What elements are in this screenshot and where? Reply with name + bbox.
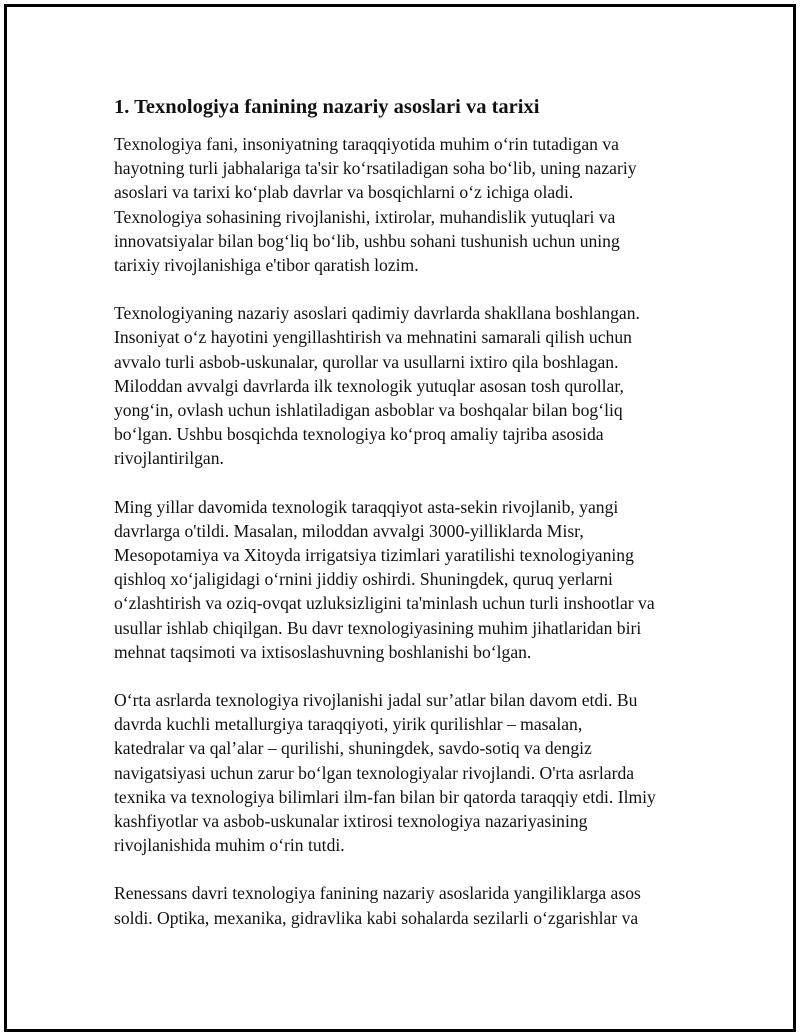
text-line: katedralar va qal’alar – qurilishi, shuningdek, savdo-sotiq va dengiz xyxy=(114,738,592,759)
paragraph-3 xyxy=(114,495,694,664)
text-line: hayotning turli jabhalariga ta'sir koʻrsatiladigan soha boʻlib, uning nazariy xyxy=(114,158,637,179)
text-line: yongʻin, ovlash uchun ishlatiladigan asboblar va boshqalar bilan bogʻliq xyxy=(114,400,623,421)
paragraph-2 xyxy=(114,301,694,470)
text-line: soldi. Optika, mexanika, gidravlika kabi sohalarda sezilarli oʻzgarishlar va xyxy=(114,907,639,928)
text-line: Texnologiya sohasining rivojlanishi, ixtirolar, muhandislik yutuqlari va xyxy=(114,206,616,227)
text-line: usullar ishlab chiqilgan. Bu davr texnologiyasining muhim jihatlaridan biri xyxy=(114,617,642,638)
text-line: Miloddan avvalgi davrlarda ilk texnologik yutuqlar asosan tosh qurollar, xyxy=(114,375,624,396)
text-line: Texnologiya fani, insoniyatning taraqqiyotida muhim oʻrin tutadigan va xyxy=(114,134,619,154)
text-line: davrda kuchli metallurgiya taraqqiyoti, yirik qurilishlar – masalan, xyxy=(114,714,583,735)
text-line: oʻzlashtirish va oziq-ovqat uzluksizligini ta'minlash uchun turli inshootlar va xyxy=(114,593,655,614)
text-line: rivojlanishida muhim oʻrin tutdi. xyxy=(114,835,345,856)
text-line: mehnat taqsimoti va ixtisoslashuvning boshlanishi boʻlgan. xyxy=(114,641,532,662)
text-line: Oʻrta asrlarda texnologiya rivojlanishi jadal sur’atlar bilan davom etdi. Bu xyxy=(114,690,638,711)
text-line: kashfiyotlar va asbob-uskunalar ixtirosi texnologiya nazariyasining xyxy=(114,811,588,832)
text-line: Mesopotamiya va Xitoyda irrigatsiya tizimlari yaratilishi texnologiyaning xyxy=(114,545,634,566)
text-line: texnika va texnologiya bilimlari ilm-fan bilan bir qatorda taraqqiy etdi. Ilmiy xyxy=(114,786,656,807)
text-line: rivojlantirilgan. xyxy=(114,448,224,469)
document-body xyxy=(114,94,694,954)
paragraph-1 xyxy=(114,132,694,277)
text-line: qishloq xoʻjaligidagi oʻrnini jiddiy oshirdi. Shuningdek, quruq yerlarni xyxy=(114,569,613,590)
paragraph-5 xyxy=(114,881,694,929)
text-line: Texnologiyaning nazariy asoslari qadimiy davrlarda shakllana boshlangan. xyxy=(114,303,640,324)
text-line: innovatsiyalar bilan bogʻliq boʻlib, ushbu sohani tushunish uchun uning xyxy=(114,230,620,251)
text-line: Renessans davri texnologiya fanining nazariy asoslarida yangiliklarga asos xyxy=(114,883,641,904)
text-line: avvalo turli asbob-uskunalar, qurollar va usullarni ixtiro qila boshlagan. xyxy=(114,351,619,372)
text-line: navigatsiyasi uchun zarur boʻlgan texnologiyalar rivojlandi. O'rta asrlarda xyxy=(114,762,635,783)
text-line: tarixiy rivojlanishiga e'tibor qaratish lozim. xyxy=(114,255,419,276)
text-line: boʻlgan. Ushbu bosqichda texnologiya koʻproq amaliy tajriba asosida xyxy=(114,424,604,445)
text-line: asoslari va tarixi koʻplab davrlar va bosqichlarni oʻz ichiga oladi. xyxy=(114,182,574,203)
paragraph-4 xyxy=(114,688,694,857)
text-line: Ming yillar davomida texnologik taraqqiyot asta-sekin rivojlanib, yangi xyxy=(114,496,619,517)
text-line: davrlarga o'tildi. Masalan, miloddan avvalgi 3000-yilliklarda Misr, xyxy=(114,520,584,541)
text-line: Insoniyat oʻz hayotini yengillashtirish va mehnatini samarali qilish uchun xyxy=(114,327,632,348)
section-heading: 1. Texnologiya fanining nazariy asoslari va tarixi xyxy=(114,96,540,118)
